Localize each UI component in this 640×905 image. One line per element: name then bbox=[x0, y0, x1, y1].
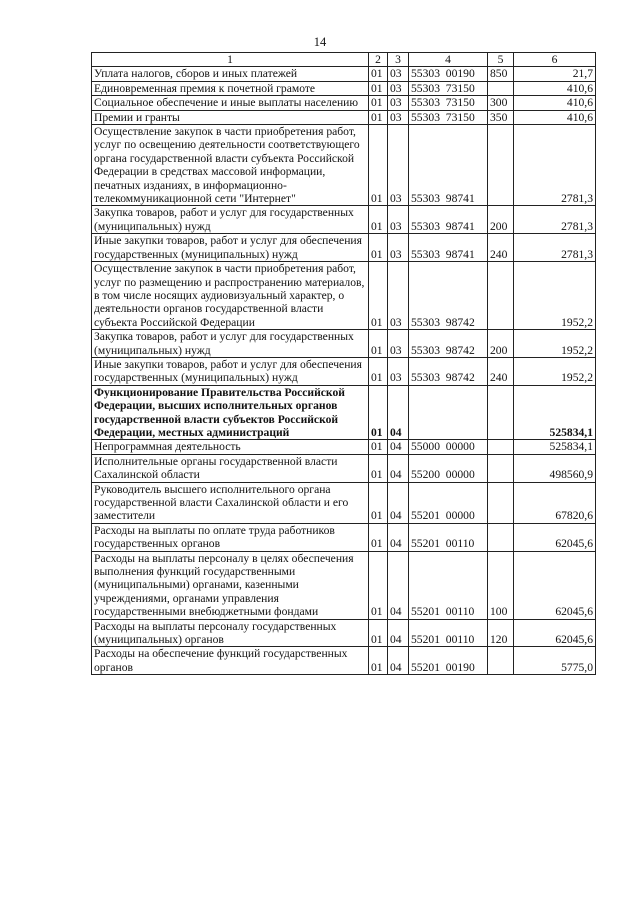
amount: 21,7 bbox=[514, 67, 596, 81]
subsection-code: 03 bbox=[388, 234, 409, 262]
table-row bbox=[92, 551, 596, 619]
expense-name: Социальное обеспечение и иные выплаты населению bbox=[92, 96, 369, 110]
target-item-code: 55303 98742 bbox=[409, 262, 488, 330]
column-header: 3 bbox=[388, 53, 409, 67]
table-row bbox=[92, 330, 596, 358]
table-row bbox=[92, 234, 596, 262]
expense-type-code: 240 bbox=[488, 234, 514, 262]
page-number: 14 bbox=[313, 35, 327, 49]
amount: 525834,1 bbox=[514, 440, 596, 454]
expense-type-code: 300 bbox=[488, 96, 514, 110]
section-code: 01 bbox=[369, 385, 388, 440]
section-code: 01 bbox=[369, 482, 388, 523]
table-row bbox=[92, 647, 596, 675]
subsection-code: 03 bbox=[388, 357, 409, 385]
section-code: 01 bbox=[369, 647, 388, 675]
expense-type-code bbox=[488, 125, 514, 206]
subsection-code: 03 bbox=[388, 330, 409, 358]
amount: 2781,3 bbox=[514, 206, 596, 234]
table-row bbox=[92, 81, 596, 95]
amount: 62045,6 bbox=[514, 551, 596, 619]
expense-name: Расходы на выплаты по оплате труда работников государственных органов bbox=[92, 523, 369, 551]
column-header: 5 bbox=[488, 53, 514, 67]
table-row bbox=[92, 262, 596, 330]
target-item-code: 55000 00000 bbox=[409, 440, 488, 454]
expense-type-code: 100 bbox=[488, 551, 514, 619]
target-item-code: 55303 98741 bbox=[409, 234, 488, 262]
section-code: 01 bbox=[369, 67, 388, 81]
section-code: 01 bbox=[369, 262, 388, 330]
expense-name: Закупка товаров, работ и услуг для государственных (муниципальных) нужд bbox=[92, 330, 369, 358]
section-code: 01 bbox=[369, 125, 388, 206]
section-code: 01 bbox=[369, 330, 388, 358]
expense-name: Руководитель высшего исполнительного органа государственной власти Сахалинской области и его заместители bbox=[92, 482, 369, 523]
column-header: 4 bbox=[409, 53, 488, 67]
amount: 67820,6 bbox=[514, 482, 596, 523]
section-code: 01 bbox=[369, 357, 388, 385]
column-header: 1 bbox=[92, 53, 369, 67]
table-row bbox=[92, 357, 596, 385]
expense-type-code: 200 bbox=[488, 330, 514, 358]
amount: 410,6 bbox=[514, 96, 596, 110]
table-row bbox=[92, 523, 596, 551]
target-item-code: 55303 98742 bbox=[409, 330, 488, 358]
expense-name: Единовременная премия к почетной грамоте bbox=[92, 81, 369, 95]
amount: 525834,1 bbox=[514, 385, 596, 440]
header-row bbox=[92, 53, 596, 67]
target-item-code: 55200 00000 bbox=[409, 454, 488, 482]
target-item-code: 55303 73150 bbox=[409, 96, 488, 110]
expense-name: Уплата налогов, сборов и иных платежей bbox=[92, 67, 369, 81]
amount: 498560,9 bbox=[514, 454, 596, 482]
subsection-code: 04 bbox=[388, 482, 409, 523]
expense-name: Иные закупки товаров, работ и услуг для обеспечения государственных (муниципальных) нужд bbox=[92, 234, 369, 262]
target-item-code: 55303 98742 bbox=[409, 357, 488, 385]
expense-type-code bbox=[488, 454, 514, 482]
table-row bbox=[92, 125, 596, 206]
subsection-code: 04 bbox=[388, 385, 409, 440]
subsection-code: 04 bbox=[388, 551, 409, 619]
subsection-code: 03 bbox=[388, 262, 409, 330]
section-code: 01 bbox=[369, 81, 388, 95]
expense-name: Расходы на выплаты персоналу государственных (муниципальных) органов bbox=[92, 619, 369, 647]
expense-type-code bbox=[488, 440, 514, 454]
subsection-code: 03 bbox=[388, 125, 409, 206]
section-code: 01 bbox=[369, 96, 388, 110]
expense-name: Исполнительные органы государственной власти Сахалинской области bbox=[92, 454, 369, 482]
target-item-code: 55201 00110 bbox=[409, 619, 488, 647]
amount: 1952,2 bbox=[514, 330, 596, 358]
target-item-code: 55201 00000 bbox=[409, 482, 488, 523]
table-row bbox=[92, 454, 596, 482]
table-row bbox=[92, 482, 596, 523]
expense-name: Иные закупки товаров, работ и услуг для обеспечения государственных (муниципальных) нужд bbox=[92, 357, 369, 385]
table-row bbox=[92, 96, 596, 110]
expense-type-code: 120 bbox=[488, 619, 514, 647]
expense-type-code bbox=[488, 482, 514, 523]
expense-name: Осуществление закупок в части приобретения работ, услуг по освещению деятельности соответствующего органа государственной власти субъекта Российской Федерации в средствах массовой информации, печатных изданиях, в информационно-телекоммуникационной сети "Интернет" bbox=[92, 125, 369, 206]
amount: 2781,3 bbox=[514, 125, 596, 206]
expense-name: Расходы на обеспечение функций государственных органов bbox=[92, 647, 369, 675]
target-item-code: 55303 73150 bbox=[409, 81, 488, 95]
expense-type-code: 200 bbox=[488, 206, 514, 234]
target-item-code: 55201 00110 bbox=[409, 551, 488, 619]
target-item-code: 55303 73150 bbox=[409, 110, 488, 124]
amount: 5775,0 bbox=[514, 647, 596, 675]
column-header: 6 bbox=[514, 53, 596, 67]
section-code: 01 bbox=[369, 523, 388, 551]
subsection-code: 04 bbox=[388, 523, 409, 551]
expense-name: Непрограммная деятельность bbox=[92, 440, 369, 454]
target-item-code: 55303 98741 bbox=[409, 206, 488, 234]
subsection-code: 03 bbox=[388, 96, 409, 110]
table-row bbox=[92, 206, 596, 234]
amount: 1952,2 bbox=[514, 357, 596, 385]
table-row bbox=[92, 385, 596, 440]
section-code: 01 bbox=[369, 440, 388, 454]
subsection-code: 03 bbox=[388, 110, 409, 124]
section-code: 01 bbox=[369, 454, 388, 482]
amount: 62045,6 bbox=[514, 523, 596, 551]
section-code: 01 bbox=[369, 551, 388, 619]
amount: 410,6 bbox=[514, 81, 596, 95]
table-row bbox=[92, 619, 596, 647]
amount: 410,6 bbox=[514, 110, 596, 124]
section-code: 01 bbox=[369, 619, 388, 647]
target-item-code: 55303 98741 bbox=[409, 125, 488, 206]
column-header: 2 bbox=[369, 53, 388, 67]
expense-name: Расходы на выплаты персоналу в целях обеспечения выполнения функций государственными (муниципальными) органами, казенными учреждениями, органами управления государственными внебюджетными фондами bbox=[92, 551, 369, 619]
expense-type-code: 350 bbox=[488, 110, 514, 124]
expense-type-code bbox=[488, 523, 514, 551]
table-row bbox=[92, 110, 596, 124]
subsection-code: 03 bbox=[388, 206, 409, 234]
amount: 62045,6 bbox=[514, 619, 596, 647]
target-item-code bbox=[409, 385, 488, 440]
subsection-code: 04 bbox=[388, 619, 409, 647]
section-code: 01 bbox=[369, 234, 388, 262]
subsection-code: 03 bbox=[388, 81, 409, 95]
expense-type-code: 850 bbox=[488, 67, 514, 81]
section-code: 01 bbox=[369, 110, 388, 124]
target-item-code: 55201 00190 bbox=[409, 647, 488, 675]
expense-type-code bbox=[488, 647, 514, 675]
amount: 1952,2 bbox=[514, 262, 596, 330]
table-row bbox=[92, 67, 596, 81]
expense-type-code bbox=[488, 81, 514, 95]
subsection-code: 04 bbox=[388, 454, 409, 482]
expense-type-code: 240 bbox=[488, 357, 514, 385]
section-code: 01 bbox=[369, 206, 388, 234]
expense-type-code bbox=[488, 262, 514, 330]
subsection-code: 04 bbox=[388, 647, 409, 675]
subsection-code: 03 bbox=[388, 67, 409, 81]
table-row bbox=[92, 440, 596, 454]
expense-name: Премии и гранты bbox=[92, 110, 369, 124]
expense-name: Функционирование Правительства Российской Федерации, высших исполнительных органов государственной власти субъектов Российской Федерации, местных администраций bbox=[92, 385, 369, 440]
budget-table bbox=[91, 52, 596, 675]
expense-name: Закупка товаров, работ и услуг для государственных (муниципальных) нужд bbox=[92, 206, 369, 234]
table-body bbox=[92, 67, 596, 675]
target-item-code: 55201 00110 bbox=[409, 523, 488, 551]
target-item-code: 55303 00190 bbox=[409, 67, 488, 81]
expense-type-code bbox=[488, 385, 514, 440]
subsection-code: 04 bbox=[388, 440, 409, 454]
expense-name: Осуществление закупок в части приобретения работ, услуг по размещению и распространению материалов, в том числе носящих аудиовизуальный характер, о деятельности органов государственной власти субъекта Российской Федерации bbox=[92, 262, 369, 330]
amount: 2781,3 bbox=[514, 234, 596, 262]
